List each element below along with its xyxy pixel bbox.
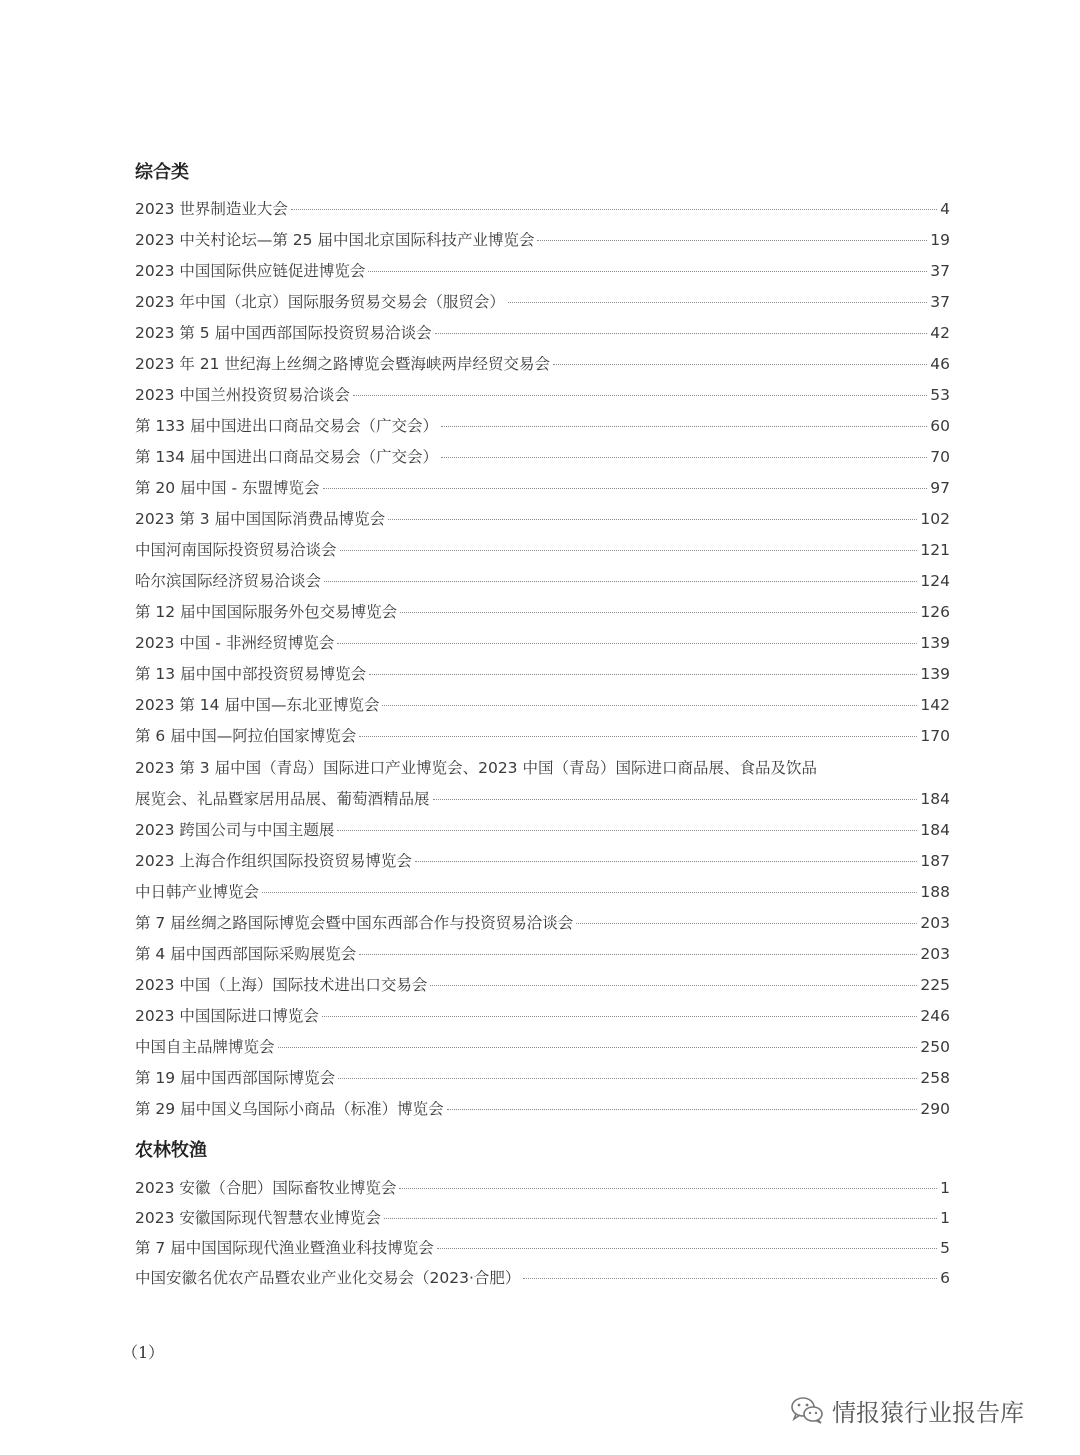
toc-entry[interactable]: [135, 1263, 950, 1293]
toc-entry[interactable]: [135, 473, 950, 504]
toc-entry[interactable]: [135, 846, 950, 877]
dot-leader: [523, 1277, 937, 1279]
entry-title: 第 7 届丝绸之路国际博览会暨中国东西部合作与投资贸易洽谈会: [135, 914, 574, 932]
toc-entry[interactable]: [135, 784, 950, 815]
entry-page: 37: [930, 262, 950, 280]
toc-entry[interactable]: [135, 1233, 950, 1263]
toc-list-agriculture: [135, 1173, 950, 1293]
toc-entry[interactable]: [135, 628, 950, 659]
entry-page: 187: [920, 852, 950, 870]
entry-title: 2023 年 21 世纪海上丝绸之路博览会暨海峡两岸经贸交易会: [135, 355, 550, 373]
toc-entry[interactable]: [135, 442, 950, 473]
entry-page: 184: [920, 821, 950, 839]
toc-entry[interactable]: [135, 194, 950, 225]
entry-title: 中国安徽名优农产品暨农业产业化交易会（2023·合肥）: [135, 1269, 521, 1287]
toc-entry[interactable]: [135, 908, 950, 939]
entry-page: 124: [920, 572, 950, 590]
entry-page: 170: [920, 727, 950, 745]
entry-title: 第 29 届中国义乌国际小商品（标准）博览会: [135, 1100, 444, 1118]
entry-title: 中日韩产业博览会: [135, 883, 260, 901]
entry-title: 2023 中国兰州投资贸易洽谈会: [135, 386, 350, 404]
toc-entry[interactable]: [135, 535, 950, 566]
toc-entry[interactable]: [135, 318, 950, 349]
entry-page: 225: [920, 976, 950, 994]
entry-page: 203: [920, 914, 950, 932]
entry-title: 第 7 届中国国际现代渔业暨渔业科技博览会: [135, 1239, 434, 1257]
dot-leader: [553, 363, 927, 365]
entry-title: 哈尔滨国际经济贸易洽谈会: [135, 572, 322, 590]
entry-title: 第 13 届中国中部投资贸易博览会: [135, 665, 367, 683]
entry-title: 2023 中国国际供应链促进博览会: [135, 262, 366, 280]
dot-leader: [337, 642, 917, 644]
toc-list-comprehensive: [135, 194, 950, 1125]
entry-page: 139: [920, 665, 950, 683]
dot-leader: [278, 1046, 918, 1048]
entry-title: 2023 跨国公司与中国主题展: [135, 821, 335, 839]
entry-title: 2023 世界制造业大会: [135, 200, 288, 218]
watermark: [790, 1390, 1024, 1430]
dot-leader: [340, 549, 918, 551]
entry-page: 46: [930, 355, 950, 373]
entry-title: 2023 第 5 届中国西部国际投资贸易洽谈会: [135, 324, 432, 342]
entry-title: 2023 第 14 届中国—东北亚博览会: [135, 696, 380, 714]
entry-page: 184: [920, 790, 950, 808]
dot-leader: [400, 611, 917, 613]
entry-title: 2023 年中国（北京）国际服务贸易交易会（服贸会）: [135, 293, 505, 311]
entry-title: 第 20 届中国 - 东盟博览会: [135, 479, 320, 497]
dot-leader: [353, 394, 927, 396]
toc-entry[interactable]: [135, 939, 950, 970]
toc-entry[interactable]: [135, 1001, 950, 1032]
dot-leader: [430, 984, 917, 986]
entry-page: 102: [920, 510, 950, 528]
dot-leader: [369, 673, 917, 675]
page-number: （1）: [122, 1343, 165, 1362]
dot-leader: [576, 922, 917, 924]
entry-title: 第 6 届中国—阿拉伯国家博览会: [135, 727, 357, 745]
entry-page: 4: [940, 200, 950, 218]
dot-leader: [291, 208, 937, 210]
entry-page: 142: [920, 696, 950, 714]
toc-entry[interactable]: [135, 504, 950, 535]
dot-leader: [433, 798, 918, 800]
entry-title: 第 19 届中国西部国际博览会: [135, 1069, 336, 1087]
entry-page: 1: [940, 1209, 950, 1227]
watermark-text: 情报猿行业报告库: [832, 1398, 1024, 1427]
entry-page: 97: [930, 479, 950, 497]
entry-page: 37: [930, 293, 950, 311]
toc-entry[interactable]: [135, 970, 950, 1001]
dot-leader: [359, 953, 917, 955]
toc-entry[interactable]: [135, 256, 950, 287]
dot-leader: [382, 704, 917, 706]
entry-title: 2023 第 3 届中国国际消费品博览会: [135, 510, 386, 528]
entry-title-line1[interactable]: 2023 第 3 届中国（青岛）国际进口产业博览会、2023 中国（青岛）国际进口商品展、食品及饮品: [135, 759, 817, 777]
wechat-icon: [790, 1395, 824, 1425]
entry-page: 70: [930, 448, 950, 466]
toc-entry[interactable]: [135, 1203, 950, 1233]
entry-title: 2023 中国（上海）国际技术进出口交易会: [135, 976, 428, 994]
toc-entry[interactable]: [135, 721, 950, 752]
toc-entry[interactable]: [135, 1032, 950, 1063]
dot-leader: [437, 1247, 937, 1249]
dot-leader: [508, 301, 927, 303]
toc-entry[interactable]: [135, 659, 950, 690]
section-title-agriculture: 农林牧渔: [135, 1140, 207, 1161]
toc-entry[interactable]: [135, 690, 950, 721]
entry-title: 2023 中国 - 非洲经贸博览会: [135, 634, 335, 652]
dot-leader: [323, 487, 928, 489]
toc-entry[interactable]: [135, 1094, 950, 1125]
entry-page: 19: [930, 231, 950, 249]
toc-entry[interactable]: [135, 566, 950, 597]
dot-leader: [441, 456, 927, 458]
toc-entry[interactable]: [135, 1063, 950, 1094]
dot-leader: [359, 735, 917, 737]
toc-entry[interactable]: [135, 225, 950, 256]
toc-entry[interactable]: [135, 380, 950, 411]
entry-page: 126: [920, 603, 950, 621]
toc-entry[interactable]: [135, 411, 950, 442]
entry-title: 2023 安徽国际现代智慧农业博览会: [135, 1209, 381, 1227]
toc-entry[interactable]: [135, 349, 950, 380]
entry-title: 中国自主品牌博览会: [135, 1038, 275, 1056]
dot-leader: [262, 891, 917, 893]
entry-page: 121: [920, 541, 950, 559]
entry-page: 139: [920, 634, 950, 652]
section-title-comprehensive: 综合类: [135, 162, 189, 183]
entry-title: 展览会、礼品暨家居用品展、葡萄酒精品展: [135, 790, 430, 808]
entry-title: 第 4 届中国西部国际采购展览会: [135, 945, 357, 963]
toc-entry[interactable]: [135, 597, 950, 628]
entry-page: 246: [920, 1007, 950, 1025]
toc-entry[interactable]: [135, 877, 950, 908]
entry-page: 188: [920, 883, 950, 901]
entry-page: 203: [920, 945, 950, 963]
dot-leader: [388, 518, 917, 520]
entry-page: 1: [940, 1179, 950, 1197]
entry-title: 2023 中国国际进口博览会: [135, 1007, 319, 1025]
dot-leader: [415, 860, 918, 862]
entry-page: 6: [940, 1269, 950, 1287]
entry-page: 5: [940, 1239, 950, 1257]
entry-title: 第 133 届中国进出口商品交易会（广交会）: [135, 417, 438, 435]
entry-page: 290: [920, 1100, 950, 1118]
toc-entry[interactable]: [135, 815, 950, 846]
entry-page: 60: [930, 417, 950, 435]
entry-page: 53: [930, 386, 950, 404]
entry-title: 第 134 届中国进出口商品交易会（广交会）: [135, 448, 438, 466]
dot-leader: [399, 1187, 937, 1189]
dot-leader: [435, 332, 928, 334]
dot-leader: [338, 1077, 917, 1079]
dot-leader: [384, 1217, 937, 1219]
dot-leader: [322, 1015, 918, 1017]
entry-title: 2023 上海合作组织国际投资贸易博览会: [135, 852, 412, 870]
dot-leader: [324, 580, 917, 582]
dot-leader: [337, 829, 917, 831]
entry-page: 250: [920, 1038, 950, 1056]
entry-page: 42: [930, 324, 950, 342]
dot-leader: [537, 239, 927, 241]
entry-title: 2023 安徽（合肥）国际畜牧业博览会: [135, 1179, 397, 1197]
dot-leader: [447, 1108, 918, 1110]
entry-title: 第 12 届中国国际服务外包交易博览会: [135, 603, 398, 621]
toc-entry[interactable]: [135, 287, 950, 318]
entry-title: 2023 中关村论坛—第 25 届中国北京国际科技产业博览会: [135, 231, 535, 249]
dot-leader: [441, 425, 927, 427]
toc-entry[interactable]: [135, 1173, 950, 1203]
entry-title: 中国河南国际投资贸易洽谈会: [135, 541, 337, 559]
dot-leader: [368, 270, 927, 272]
entry-page: 258: [920, 1069, 950, 1087]
